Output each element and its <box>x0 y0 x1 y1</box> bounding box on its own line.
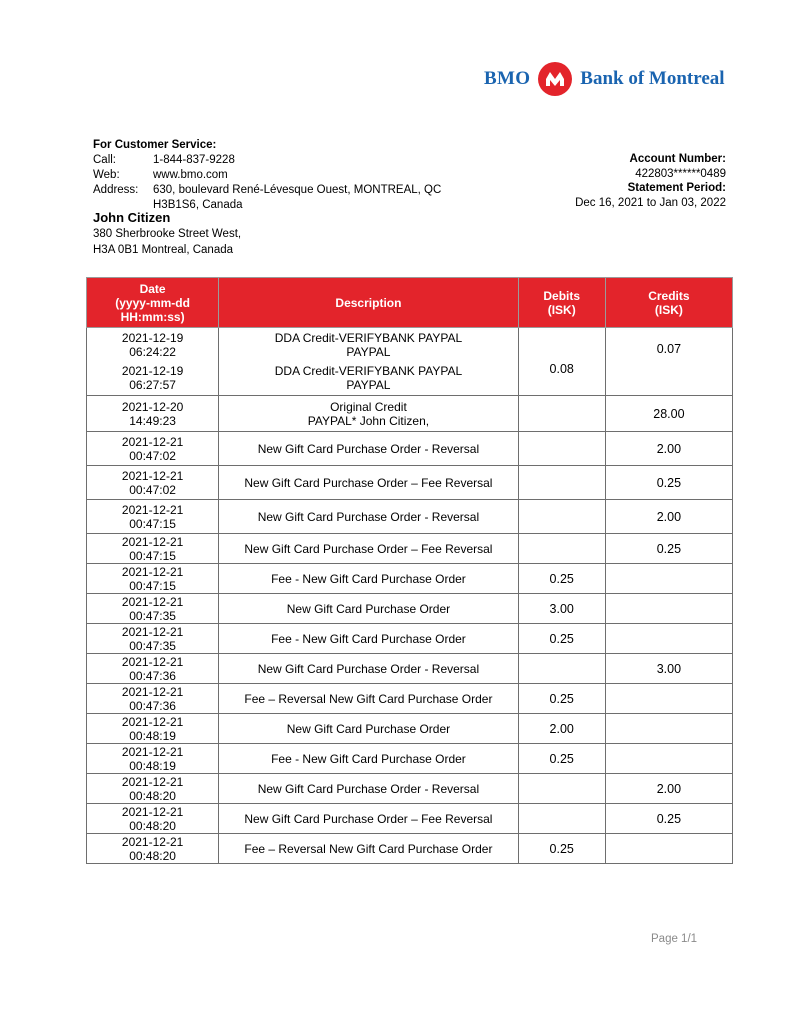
cell-credit <box>605 466 732 500</box>
time-value: 00:48:19 <box>129 728 176 743</box>
credit-value: 3.00 <box>656 661 682 676</box>
credit-value: 2.00 <box>656 509 682 524</box>
cell-credit <box>605 744 732 774</box>
account-block <box>575 152 726 210</box>
date-value: 2021-12-19 <box>121 364 184 379</box>
time-value: 00:47:02 <box>129 448 176 463</box>
cell-debit <box>518 834 605 864</box>
header-debits <box>518 278 605 328</box>
date-value: 2021-12-20 <box>121 399 184 414</box>
credit-value: 2.00 <box>656 781 682 796</box>
cell-credit <box>605 684 732 714</box>
description-line1: Fee – Reversal New Gift Card Purchase Order <box>244 841 493 856</box>
cell-date <box>87 500 219 534</box>
date-value: 2021-12-21 <box>121 804 184 819</box>
table-row <box>87 534 733 564</box>
time-value: 06:24:22 <box>129 344 176 359</box>
time-value: 00:48:20 <box>129 818 176 833</box>
date-value: 2021-12-21 <box>121 564 184 579</box>
description-line1: Original Credit <box>330 399 407 414</box>
address-label: Address: <box>93 184 139 196</box>
header-debits-line1: Debits <box>543 288 581 303</box>
cell-credit <box>605 396 732 432</box>
cell-description <box>219 744 518 774</box>
cell-date <box>87 466 219 500</box>
date-value: 2021-12-21 <box>121 594 184 609</box>
description-line1: New Gift Card Purchase Order - Reversal <box>257 509 480 524</box>
cell-debit <box>518 684 605 714</box>
cell-credit <box>605 624 732 654</box>
debit-value: 0.25 <box>549 751 574 766</box>
table-row <box>87 834 733 864</box>
account-number-label: Account Number: <box>629 153 726 165</box>
date-value: 2021-12-21 <box>121 774 184 789</box>
credit-value: 28.00 <box>653 406 685 421</box>
description-line1: New Gift Card Purchase Order - Reversal <box>257 781 480 796</box>
time-value: 14:49:23 <box>129 413 176 428</box>
cell-description <box>219 654 518 684</box>
cell-credit <box>605 774 732 804</box>
description-line1: Fee - New Gift Card Purchase Order <box>271 631 466 646</box>
cell-date <box>87 834 219 864</box>
address-row <box>93 183 463 213</box>
date-value: 2021-12-21 <box>121 534 184 549</box>
credit-value: 2.00 <box>656 441 682 456</box>
address-value <box>153 183 463 213</box>
time-value: 00:48:20 <box>129 788 176 803</box>
header-date-line2: (yyyy-mm-dd <box>115 295 190 310</box>
description-line1: DDA Credit-VERIFYBANK PAYPAL <box>274 364 463 379</box>
customer-service-heading: For Customer Service: <box>93 139 217 151</box>
cell-debit <box>518 534 605 564</box>
cell-credit <box>605 654 732 684</box>
cell-debit <box>518 804 605 834</box>
cell-credit <box>605 834 732 864</box>
web-value[interactable]: www.bmo.com <box>153 169 228 181</box>
description-line1: New Gift Card Purchase Order – Fee Reversal <box>244 475 493 490</box>
cell-description <box>219 834 518 864</box>
cell-date <box>87 564 219 594</box>
table-row <box>87 654 733 684</box>
cell-description <box>219 432 518 466</box>
bank-short-name: BMO <box>484 68 531 89</box>
date-value: 2021-12-21 <box>121 468 184 483</box>
table-row <box>87 804 733 834</box>
cell-date <box>87 774 219 804</box>
credit-value: 0.07 <box>656 341 682 356</box>
cell-date <box>87 654 219 684</box>
description-line1: New Gift Card Purchase Order – Fee Reversal <box>244 811 493 826</box>
table-row <box>87 744 733 774</box>
description-line2: PAYPAL <box>346 378 391 393</box>
cell-date <box>87 432 219 466</box>
cell-debit <box>518 396 605 432</box>
cell-debit <box>518 500 605 534</box>
time-value: 00:48:20 <box>129 848 176 863</box>
call-value: 1-844-837-9228 <box>153 154 235 166</box>
description-line1: Fee - New Gift Card Purchase Order <box>271 751 466 766</box>
page-number: Page 1/1 <box>651 933 698 945</box>
table-row <box>87 594 733 624</box>
time-value: 00:48:19 <box>129 758 176 773</box>
debit-value: 0.25 <box>549 841 574 856</box>
credit-value: 0.25 <box>656 475 682 490</box>
cell-description <box>219 396 518 432</box>
description-line1: New Gift Card Purchase Order <box>286 721 451 736</box>
cell-debit <box>518 744 605 774</box>
bmo-roundel-icon <box>538 62 572 96</box>
cell-date <box>87 624 219 654</box>
statement-period-label: Statement Period: <box>627 182 726 194</box>
debit-value: 0.25 <box>549 691 574 706</box>
cell-date <box>87 594 219 624</box>
time-value: 00:47:15 <box>129 516 176 531</box>
cell-debit <box>518 714 605 744</box>
date-value: 2021-12-19 <box>121 330 184 345</box>
debit-value: 3.00 <box>549 601 574 616</box>
description-line2: PAYPAL <box>346 344 391 359</box>
cell-date <box>87 328 219 362</box>
cell-debit <box>518 432 605 466</box>
cell-description <box>219 714 518 744</box>
table-row <box>87 684 733 714</box>
bank-logo <box>484 62 725 96</box>
description-line1: New Gift Card Purchase Order <box>286 601 451 616</box>
table-row <box>87 500 733 534</box>
address-line2: H3B1S6, Canada <box>153 199 243 211</box>
table-row <box>87 396 733 432</box>
description-line1: Fee - New Gift Card Purchase Order <box>271 571 466 586</box>
table-row <box>87 564 733 594</box>
description-line1: DDA Credit-VERIFYBANK PAYPAL <box>274 330 463 345</box>
cell-credit <box>605 804 732 834</box>
time-value: 00:47:15 <box>129 578 176 593</box>
address-line1: 630, boulevard René-Lévesque Ouest, MONTREAL, QC <box>153 184 442 196</box>
table-row <box>87 774 733 804</box>
cell-description <box>219 564 518 594</box>
cell-debit <box>518 594 605 624</box>
customer-name: John Citizen <box>93 210 171 225</box>
customer-address-line1: 380 Sherbrooke Street West, <box>93 228 242 240</box>
cell-credit <box>605 432 732 466</box>
cell-description <box>219 534 518 564</box>
cell-description <box>219 500 518 534</box>
cell-debit <box>518 564 605 594</box>
header-credits <box>605 278 732 328</box>
header-credits-line1: Credits <box>648 288 690 303</box>
cell-debit <box>518 654 605 684</box>
debit-value: 2.00 <box>549 721 574 736</box>
cell-description <box>219 684 518 714</box>
date-value: 2021-12-21 <box>121 834 184 849</box>
cell-date <box>87 804 219 834</box>
time-value: 00:47:35 <box>129 608 176 623</box>
cell-credit <box>605 362 732 396</box>
cell-debit <box>518 362 605 396</box>
time-value: 06:27:57 <box>129 378 176 393</box>
credit-value: 0.25 <box>656 811 682 826</box>
date-value: 2021-12-21 <box>121 744 184 759</box>
cell-credit <box>605 534 732 564</box>
cell-debit <box>518 774 605 804</box>
date-value: 2021-12-21 <box>121 502 184 517</box>
date-value: 2021-12-21 <box>121 654 184 669</box>
time-value: 00:47:15 <box>129 548 176 563</box>
table-row <box>87 466 733 500</box>
cell-debit <box>518 624 605 654</box>
table-header-row <box>87 278 733 328</box>
cell-description <box>219 624 518 654</box>
table-row <box>87 328 733 362</box>
date-value: 2021-12-21 <box>121 684 184 699</box>
cell-date <box>87 362 219 396</box>
header-credits-line2: (ISK) <box>654 302 683 317</box>
debit-value: 0.25 <box>549 631 574 646</box>
web-label: Web: <box>93 169 120 181</box>
cell-credit <box>605 564 732 594</box>
cell-description <box>219 328 518 362</box>
statement-period-value: Dec 16, 2021 to Jan 03, 2022 <box>575 196 726 209</box>
debit-value: 0.25 <box>549 571 574 586</box>
cell-date <box>87 684 219 714</box>
cell-description <box>219 804 518 834</box>
cell-description <box>219 362 518 396</box>
date-value: 2021-12-21 <box>121 714 184 729</box>
cell-description <box>219 466 518 500</box>
call-label: Call: <box>93 154 117 166</box>
transactions-table <box>86 277 733 864</box>
bank-full-name: Bank of Montreal <box>580 68 725 89</box>
credit-value: 0.25 <box>656 541 682 556</box>
cell-debit <box>518 466 605 500</box>
cell-date <box>87 744 219 774</box>
customer-service-block <box>93 138 463 213</box>
time-value: 00:47:36 <box>129 698 176 713</box>
time-value: 00:47:02 <box>129 482 176 497</box>
cell-description <box>219 594 518 624</box>
cell-credit <box>605 714 732 744</box>
debit-value: 0.08 <box>549 361 574 376</box>
cell-date <box>87 534 219 564</box>
header-date-line1: Date <box>139 281 166 296</box>
cell-credit <box>605 328 732 362</box>
date-value: 2021-12-21 <box>121 434 184 449</box>
customer-block <box>93 210 241 258</box>
cell-description <box>219 774 518 804</box>
account-number-value: 422803******0489 <box>635 167 726 180</box>
customer-address-line2: H3A 0B1 Montreal, Canada <box>93 244 234 256</box>
call-row <box>93 153 463 168</box>
time-value: 00:47:36 <box>129 668 176 683</box>
table-row <box>87 624 733 654</box>
header-debits-line2: (ISK) <box>547 302 576 317</box>
description-line1: New Gift Card Purchase Order - Reversal <box>257 661 480 676</box>
date-value: 2021-12-21 <box>121 624 184 639</box>
header-description: Description <box>219 278 518 328</box>
cell-date <box>87 714 219 744</box>
description-line1: New Gift Card Purchase Order - Reversal <box>257 441 480 456</box>
header-date-line3: HH:mm:ss) <box>120 309 185 324</box>
time-value: 00:47:35 <box>129 638 176 653</box>
table-row <box>87 714 733 744</box>
cell-credit <box>605 500 732 534</box>
description-line2: PAYPAL* John Citizen, <box>307 413 430 428</box>
cell-date <box>87 396 219 432</box>
cell-debit <box>518 328 605 362</box>
table-row <box>87 362 733 396</box>
table-row <box>87 432 733 466</box>
web-row <box>93 168 463 183</box>
description-line1: Fee – Reversal New Gift Card Purchase Order <box>244 691 493 706</box>
cell-credit <box>605 594 732 624</box>
header-date <box>87 278 219 328</box>
description-line1: New Gift Card Purchase Order – Fee Reversal <box>244 541 493 556</box>
